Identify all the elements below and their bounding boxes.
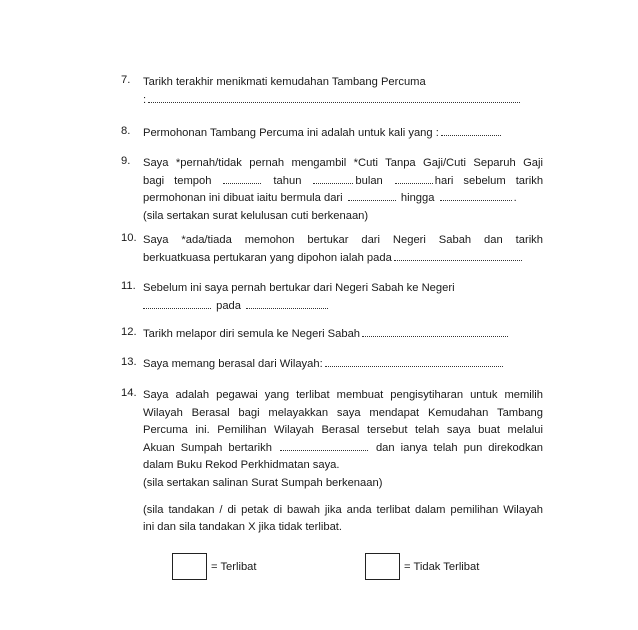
item-8-text: Permohonan Tambang Percuma ini adalah untuk kali yang : [143,127,439,139]
item-9-line-2: bagi tempoh tahun bulan hari sebelum tarikh [143,174,544,187]
item-number: 9. [121,155,131,167]
origin-region-field[interactable] [325,358,503,367]
item-14-line-6: (sila sertakan salinan Surat Sumpah berkenaan) [143,476,383,489]
item-number: 14. [121,387,137,399]
item-number: 8. [121,125,131,137]
item-9-line-3: permohonan ini dibuat iaitu bermula dari hingga . [143,192,517,205]
oath-date-field[interactable] [280,442,368,451]
application-count-field[interactable] [441,127,501,136]
item-14-line-3: Percuma ini. Pemilihan Wilayah Berasal tersebut telah saya buat melalui [143,424,543,437]
last-free-fare-date-field[interactable] [148,94,520,103]
item-12-text: Tarikh melapor diri semula ke Negeri Sabah [143,328,361,340]
report-date-field[interactable] [362,328,508,337]
years-field[interactable] [313,175,353,184]
period-field[interactable] [223,175,261,184]
item-9-line-1: Saya *pernah/tidak pernah mengambil *Cuti Tanpa Gaji/Cuti Separuh Gaji [143,157,543,169]
end-date-field[interactable] [440,192,512,201]
item-14-line-1: Saya adalah pegawai yang terlibat membuat pengisytiharan untuk memilih [143,389,543,401]
item-number: 13. [121,356,137,368]
previous-state-field[interactable] [143,300,211,309]
months-field[interactable] [395,175,433,184]
previous-transfer-date-field[interactable] [246,300,328,309]
involved-checkbox[interactable] [172,553,207,580]
item-13-text: Saya memang berasal dari Wilayah: [143,358,323,370]
item-14-line-2: Wilayah Berasal bagi melayakkan saya mendapat Kemudahan Tambang [143,406,543,419]
item-10-line-1: Saya *ada/tiada memohon bertukar dari Negeri Sabah dan tarikh [143,234,543,246]
item-14-line-5: dalam Buku Rekod Perkhidmatan saya. [143,459,340,472]
item-14-line-4: Akuan Sumpah bertarikh dan ianya telah pun direkodkan [143,441,544,454]
involved-label: = Terlibat [211,561,257,573]
item-9-note: (sila sertakan surat kelulusan cuti berkenaan) [143,209,369,222]
transfer-date-field[interactable] [394,252,522,261]
item-number: 7. [121,74,131,86]
item-number: 11. [121,280,136,292]
item-10-line-2: berkuatkuasa pertukaran yang dipohon ialah pada [143,251,392,264]
item-number: 10. [121,232,137,244]
item-14-line-7: (sila tandakan / di petak di bawah jika anda terlibat dalam pemilihan Wilayah [143,503,543,516]
not-involved-label: = Tidak Terlibat [404,561,480,573]
item-14-line-8: ini dan sila tandakan X jika tidak terlibat. [143,521,343,534]
item-7-text: Tarikh terakhir menikmati kemudahan Tambang Percuma [143,76,426,88]
start-date-field[interactable] [348,192,396,201]
item-11-line-1: Sebelum ini saya pernah bertukar dari Negeri Sabah ke Negeri [143,282,455,294]
item-number: 12. [121,326,137,338]
not-involved-checkbox[interactable] [365,553,400,580]
